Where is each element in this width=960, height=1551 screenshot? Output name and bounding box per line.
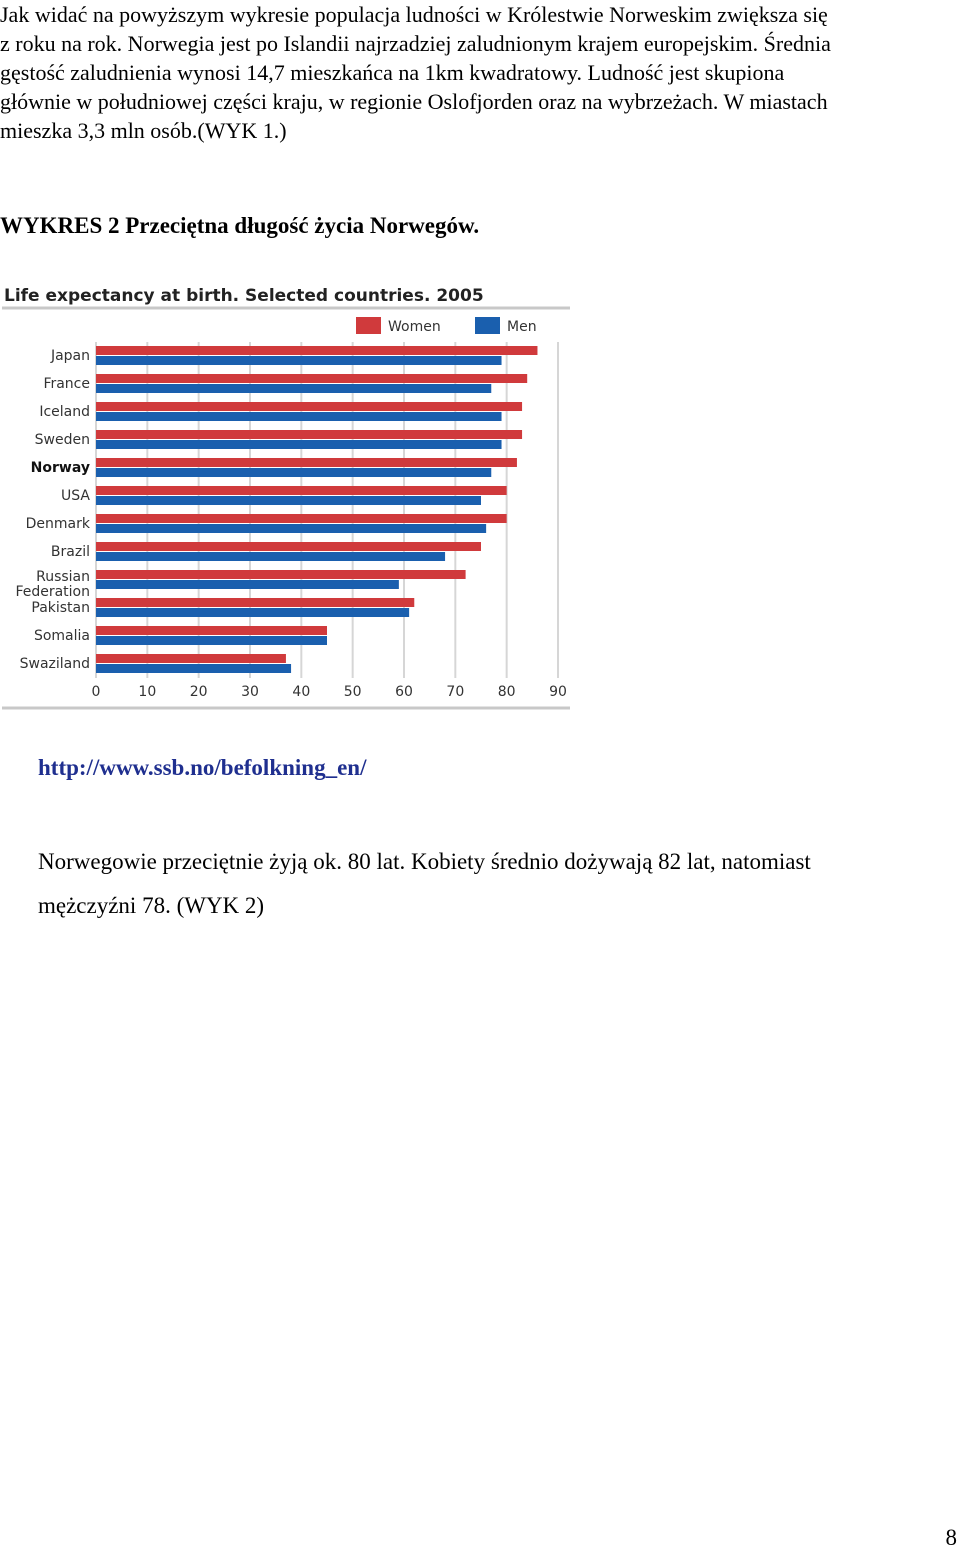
bar-men (96, 384, 491, 393)
figure-title: WYKRES 2 Przeciętna długość życia Norwegów. (0, 213, 480, 238)
bar-men (96, 664, 291, 673)
bar-men (96, 580, 399, 589)
chart-title: Life expectancy at birth. Selected countries. 2005 (4, 286, 484, 306)
x-tick-label: 60 (395, 684, 413, 700)
bar-men (96, 524, 486, 533)
category-label: Somalia (33, 628, 90, 644)
x-tick-label: 90 (549, 684, 567, 700)
summary-line: Norwegowie przeciętnie żyją ok. 80 lat. Kobiety średnio dożywają 82 lat, natomiast (38, 849, 811, 874)
category-label: Federation (15, 584, 90, 600)
category-label: Swaziland (19, 656, 90, 672)
x-tick-label: 40 (292, 684, 311, 700)
intro-paragraph (0, 0, 960, 145)
page-number: 8 (945, 1525, 957, 1550)
bar-women (96, 346, 537, 355)
category-label: Brazil (50, 544, 90, 560)
intro-line: gęstość zaludnienia wynosi 14,7 mieszkańca na 1km kwadratowy. Ludność jest skupiona (0, 60, 785, 85)
bar-men (96, 608, 409, 617)
bar-men (96, 496, 481, 505)
category-label: Sweden (34, 432, 90, 448)
bar-women (96, 626, 327, 635)
legend-women-label: Women (388, 319, 441, 335)
bar-women (96, 486, 507, 495)
x-tick-label: 20 (189, 684, 208, 700)
life-expectancy-chart (0, 280, 572, 712)
category-labels (15, 348, 90, 672)
summary-paragraph (38, 840, 938, 928)
bar-women (96, 514, 507, 523)
chart-canvas (0, 280, 572, 712)
intro-line: Jak widać na powyższym wykresie populacja ludności w Królestwie Norweskim zwiększa się (0, 2, 828, 27)
category-label: Denmark (25, 516, 90, 532)
bar-men (96, 356, 502, 365)
x-tick-label: 80 (497, 684, 516, 700)
bar-women (96, 654, 286, 663)
intro-line: z roku na rok. Norwegia jest po Islandii najrzadziej zaludnionym krajem europejskim. Średnia (0, 31, 831, 56)
bar-women (96, 374, 527, 383)
intro-line: głównie w południowej części kraju, w regionie Oslofjorden oraz na wybrzeżach. W miastach (0, 89, 828, 114)
bar-women (96, 598, 414, 607)
intro-line: mieszka 3,3 mln osób.(WYK 1.) (0, 118, 287, 143)
category-label: Iceland (39, 404, 90, 420)
x-tick-label: 10 (138, 684, 157, 700)
category-label: France (43, 376, 90, 392)
summary-line: mężczyźni 78. (WYK 2) (38, 893, 265, 918)
bars (96, 346, 537, 673)
bar-women (96, 570, 466, 579)
source-link[interactable]: http://www.ssb.no/befolkning_en/ (38, 755, 367, 780)
x-tick-label: 50 (343, 684, 362, 700)
legend-women-swatch (356, 317, 381, 334)
category-label: USA (61, 488, 90, 504)
bar-women (96, 402, 522, 411)
bar-men (96, 440, 502, 449)
category-label: Russian (36, 569, 90, 585)
bar-men (96, 552, 445, 561)
bar-women (96, 542, 481, 551)
bar-men (96, 412, 502, 421)
x-tick-label: 70 (446, 684, 465, 700)
category-label: Norway (30, 460, 90, 476)
bar-men (96, 636, 327, 645)
bar-women (96, 430, 522, 439)
category-label: Japan (50, 348, 90, 364)
x-tick-label: 0 (91, 684, 101, 700)
legend-men-label: Men (507, 319, 537, 335)
bar-women (96, 458, 517, 467)
x-axis-ticks (92, 684, 567, 700)
bar-men (96, 468, 491, 477)
x-tick-label: 30 (241, 684, 259, 700)
legend-men-swatch (475, 317, 500, 334)
category-label: Pakistan (31, 600, 90, 616)
